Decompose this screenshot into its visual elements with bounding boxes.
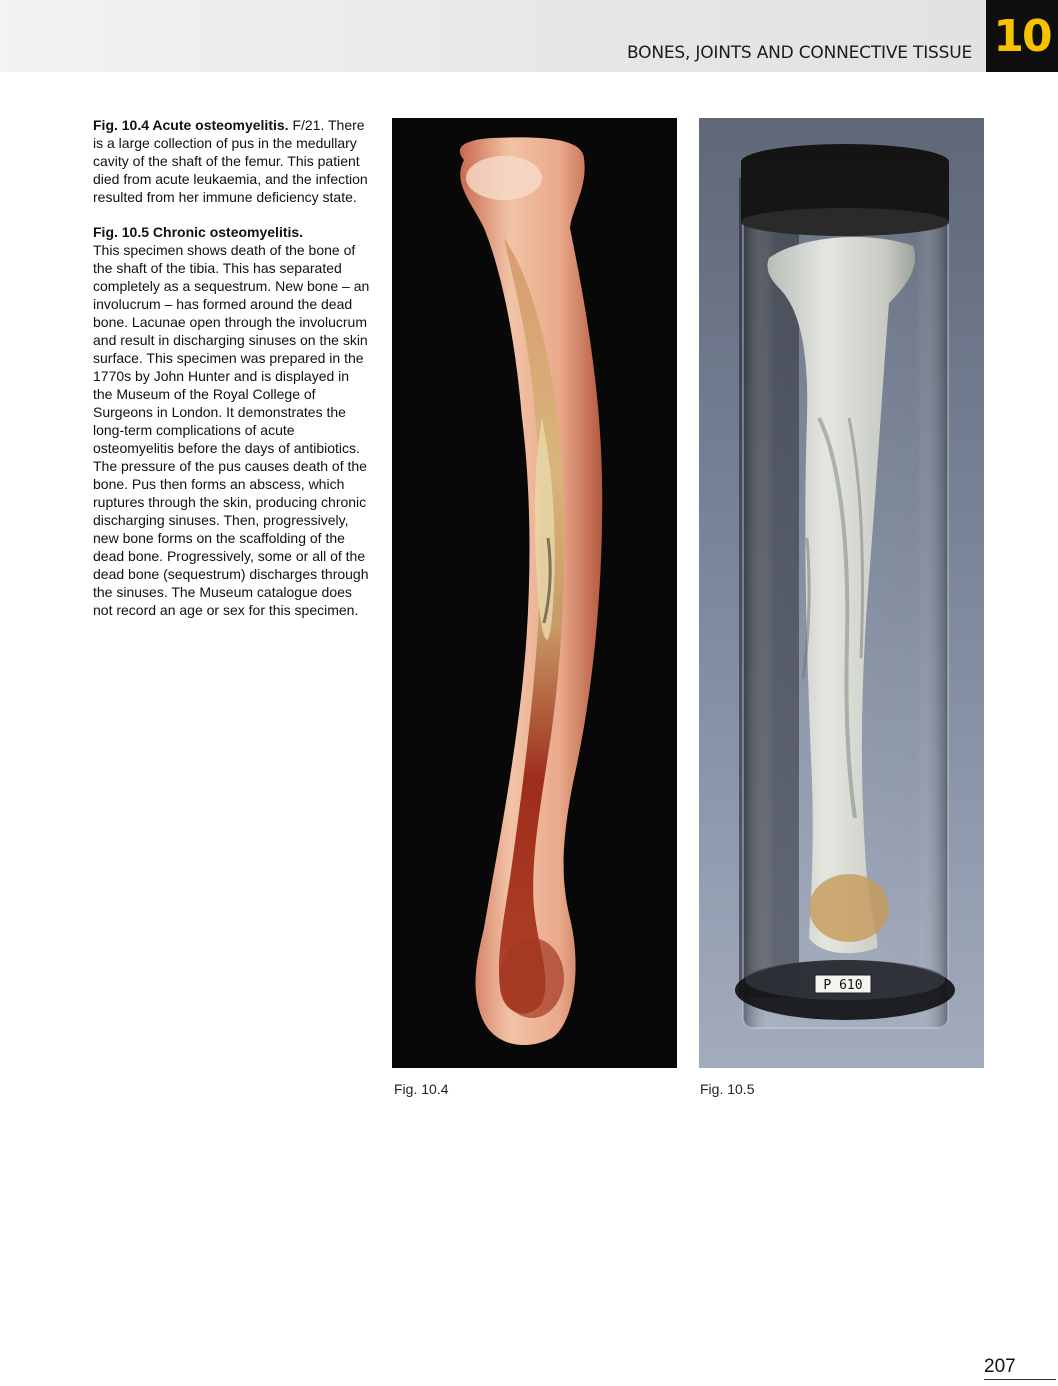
- tibia-specimen-jar-photo: [699, 118, 984, 1068]
- chapter-tab: [986, 0, 1058, 72]
- legend-label: Fig. 10.5 Chronic osteomyelitis.: [93, 224, 304, 240]
- figure-caption-10-4: Fig. 10.4: [394, 1081, 449, 1097]
- figure-legends: [93, 116, 371, 636]
- running-header-title: BONES, JOINTS AND CONNECTIVE TISSUE: [627, 43, 972, 63]
- specimen-label: P 610: [823, 978, 863, 993]
- femur-illustration: [392, 118, 677, 1068]
- page-number: 207: [984, 1356, 1016, 1377]
- legend-fig-10-5: [93, 223, 371, 619]
- legend-text: F/21. There is a large collection of pus in the medullary cavity of the shaft of the femur. This patient died from acute leukaemia, and the infection resulted from her immune deficiency state.: [93, 117, 368, 205]
- tibia-jar-illustration: [699, 118, 984, 1068]
- legend-text: This specimen shows death of the bone of the shaft of the tibia. This has separated completely as a sequestrum. New bone – an involucrum – has formed around the dead bone. Lacunae open through the involucrum and result in discharging sinuses on the skin surface. This specimen was prepared in the 1770s by John Hunter and is displayed in the Museum of the Royal College of Surgeons in London. It demonstrates the long-term complications of acute osteomyelitis before the days of antibiotics. The pressure of the pus causes death of the bone. Pus then forms an abscess, which ruptures through the skin, producing chronic discharging sinuses. Then, progressively, new bone forms on the scaffolding of the dead bone. Progressively, some or all of the dead bone (sequestrum) discharges through the sinuses. The Museum catalogue does not record an age or sex for this specimen.: [93, 242, 370, 618]
- figure-caption-10-5: Fig. 10.5: [700, 1081, 755, 1097]
- legend-label: Fig. 10.4 Acute osteomyelitis.: [93, 117, 289, 133]
- page-number-rule: [984, 1379, 1056, 1380]
- chapter-number: 10: [993, 10, 1051, 62]
- femur-specimen-photo: [392, 118, 677, 1068]
- legend-fig-10-4: [93, 116, 371, 206]
